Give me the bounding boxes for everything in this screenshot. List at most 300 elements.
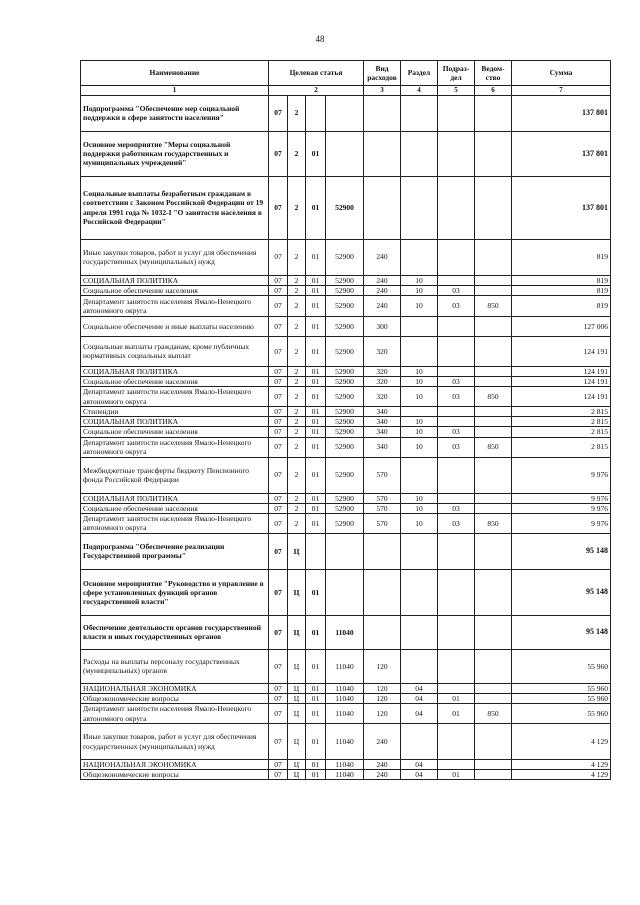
target-code-1: 07 — [269, 95, 288, 131]
amount: 819 — [512, 295, 611, 316]
department — [475, 533, 512, 569]
target-code-3: 01 — [306, 295, 326, 316]
target-code-2: Ц — [288, 693, 306, 703]
table-row — [81, 95, 611, 131]
amount: 55 960 — [512, 693, 611, 703]
target-code-4: 11040 — [326, 704, 364, 724]
target-code-2: 2 — [288, 295, 306, 316]
subsection — [438, 417, 475, 427]
target-code-3: 01 — [306, 649, 326, 683]
expense-type: 120 — [364, 683, 401, 693]
table-row — [81, 513, 611, 533]
target-code-2: 2 — [288, 376, 306, 386]
target-code-2: 2 — [288, 503, 306, 513]
header-name: Наименование — [81, 61, 269, 86]
expense-type: 240 — [364, 770, 401, 780]
target-code-4: 52900 — [326, 336, 364, 366]
amount: 124 191 — [512, 387, 611, 407]
row-name: Социальное обеспечение населения — [81, 503, 269, 513]
target-code-2: 2 — [288, 285, 306, 295]
row-name: Департамент занятости населения Ямало-Ненецкого автономного округа — [81, 704, 269, 724]
target-code-1: 07 — [269, 493, 288, 503]
target-code-2: 2 — [288, 493, 306, 503]
section: 10 — [401, 417, 438, 427]
target-code-3: 01 — [306, 427, 326, 437]
table-row — [81, 316, 611, 336]
target-code-4: 52900 — [326, 513, 364, 533]
subsection: 03 — [438, 285, 475, 295]
subsection — [438, 569, 475, 615]
amount: 55 960 — [512, 649, 611, 683]
department — [475, 285, 512, 295]
target-code-1: 07 — [269, 437, 288, 457]
section — [401, 176, 438, 239]
target-code-2: Ц — [288, 724, 306, 760]
target-code-3: 01 — [306, 704, 326, 724]
target-code-2: 2 — [288, 437, 306, 457]
row-name: Департамент занятости населения Ямало-Ненецкого автономного округа — [81, 437, 269, 457]
target-code-4: 52900 — [326, 493, 364, 503]
subsection — [438, 131, 475, 176]
row-name: НАЦИОНАЛЬНАЯ ЭКОНОМИКА — [81, 760, 269, 770]
table-row — [81, 295, 611, 316]
target-code-3: 01 — [306, 513, 326, 533]
section — [401, 336, 438, 366]
department — [475, 407, 512, 417]
table-row — [81, 533, 611, 569]
expense-type: 120 — [364, 704, 401, 724]
target-code-2: 2 — [288, 407, 306, 417]
section: 10 — [401, 437, 438, 457]
target-code-2: Ц — [288, 770, 306, 780]
target-code-2: Ц — [288, 760, 306, 770]
target-code-3: 01 — [306, 285, 326, 295]
budget-table — [80, 60, 611, 780]
subsection — [438, 239, 475, 275]
target-code-1: 07 — [269, 285, 288, 295]
table-row — [81, 503, 611, 513]
column-number-row — [81, 86, 611, 96]
subsection — [438, 95, 475, 131]
table-row — [81, 683, 611, 693]
target-code-4: 52900 — [326, 366, 364, 376]
subsection — [438, 316, 475, 336]
target-code-3: 01 — [306, 569, 326, 615]
header-section: Раздел — [401, 61, 438, 86]
table-row — [81, 615, 611, 649]
expense-type: 340 — [364, 417, 401, 427]
target-code-4: 52900 — [326, 387, 364, 407]
amount: 2 815 — [512, 407, 611, 417]
row-name: Обеспечение деятельности органов государственной власти и иных государственных органов — [81, 615, 269, 649]
header-row — [81, 61, 611, 86]
subsection: 03 — [438, 427, 475, 437]
target-code-4: 52900 — [326, 417, 364, 427]
expense-type: 240 — [364, 239, 401, 275]
subsection — [438, 533, 475, 569]
department: 850 — [475, 387, 512, 407]
target-code-4: 11040 — [326, 760, 364, 770]
table-row — [81, 407, 611, 417]
col-number: 3 — [364, 86, 401, 96]
target-code-1: 07 — [269, 275, 288, 285]
row-name: Основное мероприятие "Меры социальной поддержки работникам государственных и муниципальных учреждений" — [81, 131, 269, 176]
subsection — [438, 760, 475, 770]
section: 10 — [401, 285, 438, 295]
target-code-1: 07 — [269, 569, 288, 615]
row-name: СОЦИАЛЬНАЯ ПОЛИТИКА — [81, 275, 269, 285]
target-code-1: 07 — [269, 295, 288, 316]
table-row — [81, 285, 611, 295]
section: 04 — [401, 704, 438, 724]
amount: 2 815 — [512, 427, 611, 437]
amount: 95 148 — [512, 533, 611, 569]
target-code-4: 52900 — [326, 427, 364, 437]
expense-type: 120 — [364, 649, 401, 683]
target-code-2: 2 — [288, 387, 306, 407]
section — [401, 239, 438, 275]
section: 10 — [401, 503, 438, 513]
table-row — [81, 366, 611, 376]
target-code-4: 52900 — [326, 239, 364, 275]
row-name: Общеэкономические вопросы — [81, 770, 269, 780]
section — [401, 316, 438, 336]
target-code-2: Ц — [288, 615, 306, 649]
row-name: Социальное обеспечение населения — [81, 376, 269, 386]
section — [401, 569, 438, 615]
amount: 95 148 — [512, 569, 611, 615]
section: 10 — [401, 493, 438, 503]
row-name: Департамент занятости населения Ямало-Ненецкого автономного округа — [81, 513, 269, 533]
section: 10 — [401, 366, 438, 376]
amount: 9 976 — [512, 513, 611, 533]
target-code-3: 01 — [306, 770, 326, 780]
table-row — [81, 704, 611, 724]
amount: 55 960 — [512, 683, 611, 693]
section: 04 — [401, 770, 438, 780]
target-code-1: 07 — [269, 770, 288, 780]
target-code-3: 01 — [306, 239, 326, 275]
row-name: Социальное обеспечение населения — [81, 427, 269, 437]
amount: 4 129 — [512, 724, 611, 760]
section — [401, 615, 438, 649]
section — [401, 131, 438, 176]
target-code-2: 2 — [288, 239, 306, 275]
table-row — [81, 239, 611, 275]
expense-type: 570 — [364, 513, 401, 533]
department — [475, 457, 512, 493]
row-name: СОЦИАЛЬНАЯ ПОЛИТИКА — [81, 417, 269, 427]
table-row — [81, 457, 611, 493]
target-code-1: 07 — [269, 316, 288, 336]
table-row — [81, 427, 611, 437]
expense-type: 300 — [364, 316, 401, 336]
target-code-1: 07 — [269, 649, 288, 683]
section: 10 — [401, 427, 438, 437]
target-code-1: 07 — [269, 513, 288, 533]
target-code-4: 52900 — [326, 437, 364, 457]
target-code-1: 07 — [269, 387, 288, 407]
target-code-4: 52900 — [326, 275, 364, 285]
amount: 124 191 — [512, 336, 611, 366]
target-code-3: 01 — [306, 176, 326, 239]
row-name: Иные закупки товаров, работ и услуг для обеспечения государственных (муниципальных) нужд — [81, 239, 269, 275]
target-code-2: Ц — [288, 649, 306, 683]
target-code-2: 2 — [288, 275, 306, 285]
target-code-4: 52900 — [326, 503, 364, 513]
subsection — [438, 366, 475, 376]
section: 04 — [401, 693, 438, 703]
target-code-4: 11040 — [326, 724, 364, 760]
expense-type: 340 — [364, 437, 401, 457]
target-code-1: 07 — [269, 693, 288, 703]
target-code-4: 11040 — [326, 683, 364, 693]
expense-type — [364, 533, 401, 569]
target-code-4: 52900 — [326, 316, 364, 336]
department — [475, 275, 512, 285]
department — [475, 615, 512, 649]
table-body — [81, 95, 611, 780]
table-row — [81, 176, 611, 239]
subsection: 03 — [438, 387, 475, 407]
expense-type: 240 — [364, 295, 401, 316]
target-code-1: 07 — [269, 336, 288, 366]
target-code-1: 07 — [269, 503, 288, 513]
expense-type: 240 — [364, 760, 401, 770]
subsection: 01 — [438, 693, 475, 703]
subsection — [438, 724, 475, 760]
target-code-2: 2 — [288, 457, 306, 493]
table-row — [81, 275, 611, 285]
target-code-1: 07 — [269, 704, 288, 724]
target-code-2: 2 — [288, 176, 306, 239]
expense-type: 320 — [364, 336, 401, 366]
row-name: Стипендии — [81, 407, 269, 417]
target-code-3: 01 — [306, 336, 326, 366]
target-code-2: 2 — [288, 95, 306, 131]
amount: 55 960 — [512, 704, 611, 724]
row-name: Иные закупки товаров, работ и услуг для обеспечения государственных (муниципальных) нужд — [81, 724, 269, 760]
target-code-4: 11040 — [326, 649, 364, 683]
expense-type: 120 — [364, 693, 401, 703]
department — [475, 316, 512, 336]
table-row — [81, 493, 611, 503]
target-code-1: 07 — [269, 131, 288, 176]
table-row — [81, 760, 611, 770]
department — [475, 503, 512, 513]
target-code-2: Ц — [288, 533, 306, 569]
target-code-4: 52900 — [326, 176, 364, 239]
table-row — [81, 336, 611, 366]
target-code-3: 01 — [306, 615, 326, 649]
subsection: 03 — [438, 503, 475, 513]
target-code-3: 01 — [306, 503, 326, 513]
table-row — [81, 770, 611, 780]
target-code-3: 01 — [306, 437, 326, 457]
target-code-1: 07 — [269, 366, 288, 376]
section — [401, 407, 438, 417]
expense-type — [364, 569, 401, 615]
table-row — [81, 724, 611, 760]
target-code-2: Ц — [288, 569, 306, 615]
target-code-1: 07 — [269, 615, 288, 649]
row-name: Департамент занятости населения Ямало-Ненецкого автономного округа — [81, 387, 269, 407]
department — [475, 693, 512, 703]
subsection: 03 — [438, 437, 475, 457]
row-name: Социальное обеспечение и иные выплаты населению — [81, 316, 269, 336]
target-code-3: 01 — [306, 724, 326, 760]
expense-type: 320 — [364, 366, 401, 376]
target-code-4 — [326, 533, 364, 569]
table-row — [81, 649, 611, 683]
amount: 124 191 — [512, 376, 611, 386]
row-name: Основное мероприятие "Руководство и управление в сфере установленных функций органов государственной власти" — [81, 569, 269, 615]
expense-type — [364, 95, 401, 131]
table-row — [81, 437, 611, 457]
table-row — [81, 569, 611, 615]
row-name: Подпрограмма "Обеспечение мер социальной поддержки в сфере занятости населения" — [81, 95, 269, 131]
table-row — [81, 417, 611, 427]
department — [475, 95, 512, 131]
target-code-3: 01 — [306, 693, 326, 703]
target-code-3: 01 — [306, 760, 326, 770]
target-code-4: 11040 — [326, 693, 364, 703]
expense-type: 340 — [364, 427, 401, 437]
expense-type: 570 — [364, 457, 401, 493]
department — [475, 417, 512, 427]
target-code-4: 11040 — [326, 770, 364, 780]
target-code-1: 07 — [269, 176, 288, 239]
amount: 9 976 — [512, 457, 611, 493]
amount: 95 148 — [512, 615, 611, 649]
department — [475, 176, 512, 239]
target-code-4 — [326, 95, 364, 131]
subsection — [438, 615, 475, 649]
section: 10 — [401, 275, 438, 285]
department — [475, 649, 512, 683]
row-name: Межбюджетные трансферты бюджету Пенсионного фонда Российской Федерации — [81, 457, 269, 493]
target-code-1: 07 — [269, 239, 288, 275]
col-number: 2 — [269, 86, 364, 96]
department — [475, 239, 512, 275]
subsection: 01 — [438, 704, 475, 724]
header-sum: Сумма — [512, 61, 611, 86]
target-code-3: 01 — [306, 131, 326, 176]
section — [401, 649, 438, 683]
col-number: 4 — [401, 86, 438, 96]
expense-type: 240 — [364, 285, 401, 295]
header-target: Целевая статья — [269, 61, 364, 86]
department — [475, 366, 512, 376]
target-code-3: 01 — [306, 457, 326, 493]
row-name: Социальные выплаты гражданам, кроме публичных нормативных социальных выплат — [81, 336, 269, 366]
target-code-4: 52900 — [326, 407, 364, 417]
target-code-1: 07 — [269, 533, 288, 569]
subsection — [438, 275, 475, 285]
target-code-1: 07 — [269, 417, 288, 427]
target-code-2: 2 — [288, 131, 306, 176]
department: 850 — [475, 295, 512, 316]
expense-type — [364, 615, 401, 649]
expense-type: 570 — [364, 493, 401, 503]
department — [475, 724, 512, 760]
subsection: 03 — [438, 513, 475, 533]
row-name: НАЦИОНАЛЬНАЯ ЭКОНОМИКА — [81, 683, 269, 693]
target-code-3 — [306, 95, 326, 131]
amount: 2 815 — [512, 417, 611, 427]
department: 850 — [475, 437, 512, 457]
subsection — [438, 493, 475, 503]
expense-type: 320 — [364, 376, 401, 386]
row-name: Департамент занятости населения Ямало-Ненецкого автономного округа — [81, 295, 269, 316]
amount: 137 801 — [512, 95, 611, 131]
section — [401, 533, 438, 569]
header-subsection: Подраз-дел — [438, 61, 475, 86]
amount: 4 129 — [512, 770, 611, 780]
target-code-3: 01 — [306, 493, 326, 503]
section: 10 — [401, 376, 438, 386]
expense-type: 240 — [364, 275, 401, 285]
row-name: Социальное обеспечение населения — [81, 285, 269, 295]
header-expense-type: Вид расходов — [364, 61, 401, 86]
target-code-2: 2 — [288, 336, 306, 366]
expense-type — [364, 176, 401, 239]
header-department: Ведом-ство — [475, 61, 512, 86]
expense-type: 570 — [364, 503, 401, 513]
target-code-1: 07 — [269, 376, 288, 386]
table-row — [81, 376, 611, 386]
target-code-1: 07 — [269, 724, 288, 760]
page-number: 48 — [315, 34, 325, 44]
department — [475, 683, 512, 693]
target-code-3: 01 — [306, 376, 326, 386]
expense-type — [364, 131, 401, 176]
amount: 2 815 — [512, 437, 611, 457]
amount: 137 801 — [512, 131, 611, 176]
amount: 819 — [512, 275, 611, 285]
subsection — [438, 407, 475, 417]
subsection — [438, 683, 475, 693]
target-code-4: 52900 — [326, 295, 364, 316]
row-name: СОЦИАЛЬНАЯ ПОЛИТИКА — [81, 493, 269, 503]
section: 04 — [401, 760, 438, 770]
department — [475, 336, 512, 366]
col-number: 5 — [438, 86, 475, 96]
row-name: Общеэкономические вопросы — [81, 693, 269, 703]
target-code-2: Ц — [288, 704, 306, 724]
expense-type: 320 — [364, 387, 401, 407]
department — [475, 770, 512, 780]
target-code-2: 2 — [288, 513, 306, 533]
amount: 9 976 — [512, 503, 611, 513]
amount: 137 801 — [512, 176, 611, 239]
target-code-1: 07 — [269, 427, 288, 437]
subsection: 01 — [438, 770, 475, 780]
amount: 127 006 — [512, 316, 611, 336]
amount: 124 191 — [512, 366, 611, 376]
row-name: Расходы на выплаты персоналу государственных (муниципальных) органов — [81, 649, 269, 683]
department — [475, 376, 512, 386]
target-code-1: 07 — [269, 683, 288, 693]
target-code-2: 2 — [288, 366, 306, 376]
target-code-3: 01 — [306, 407, 326, 417]
department: 850 — [475, 513, 512, 533]
target-code-4: 52900 — [326, 285, 364, 295]
target-code-1: 07 — [269, 407, 288, 417]
amount: 4 129 — [512, 760, 611, 770]
row-name: Социальные выплаты безработным гражданам в соответствии с Законом Российской Федерации от 19 апреля 1991 года № 1032-I "О занятости населения в Российской Федерации" — [81, 176, 269, 239]
department — [475, 427, 512, 437]
